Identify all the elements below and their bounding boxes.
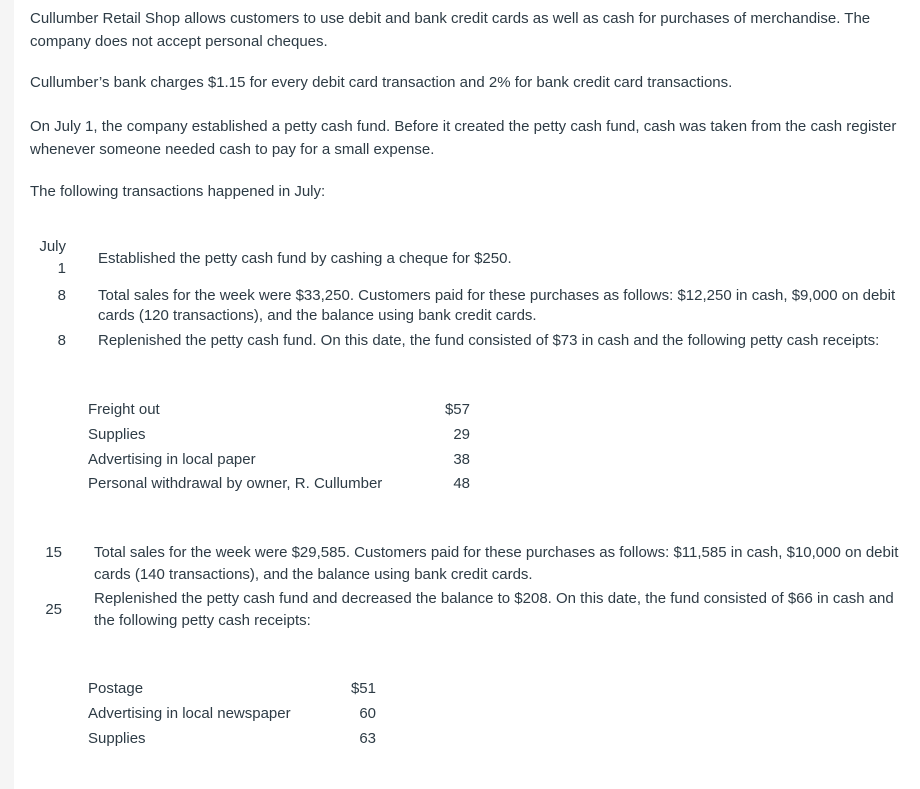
left-margin-bar xyxy=(0,0,14,789)
receipt-2-label: Supplies xyxy=(88,426,146,443)
transaction-4-day: 15 xyxy=(45,544,62,561)
receipt-1-amount: $57 xyxy=(444,401,470,418)
receipt-5-amount: $51 xyxy=(350,680,376,697)
receipt-7-label: Supplies xyxy=(88,730,146,747)
receipt-4-amount: 48 xyxy=(453,475,470,492)
intro-paragraph-2: Cullumber’s bank charges $1.15 for every debit card transaction and 2% for bank credit card transactions. xyxy=(30,74,733,91)
transaction-3-text: Replenished the petty cash fund. On this date, the fund consisted of $73 in cash and the following petty cash receipts: xyxy=(98,332,880,349)
intro-paragraph-4: The following transactions happened in July: xyxy=(30,183,326,200)
transaction-3-day: 8 xyxy=(57,332,66,349)
transaction-4-line-2: cards (140 transactions), and the balance using bank credit cards. xyxy=(94,566,533,583)
intro-paragraph-1-line-1: Cullumber Retail Shop allows customers to use debit and bank credit cards as well as cash for purchases of merchandise. The xyxy=(30,10,871,27)
transaction-5-line-2: the following petty cash receipts: xyxy=(94,612,311,629)
receipt-3-label: Advertising in local paper xyxy=(88,451,256,468)
receipt-7-amount: 63 xyxy=(359,730,376,747)
intro-paragraph-3-line-2: whenever someone needed cash to pay for a small expense. xyxy=(30,141,435,158)
transaction-5-day: 25 xyxy=(45,601,62,618)
transaction-2-line-2: cards (120 transactions), and the balance using bank credit cards. xyxy=(98,307,537,324)
intro-paragraph-3-line-1: On July 1, the company established a petty cash fund. Before it created the petty cash fund, cash was taken from the cash register xyxy=(30,118,897,135)
receipt-1-label: Freight out xyxy=(88,401,160,418)
receipt-6-amount: 60 xyxy=(359,705,376,722)
receipt-6-label: Advertising in local newspaper xyxy=(88,705,291,722)
month-label: July xyxy=(39,238,66,255)
transaction-5-line-1: Replenished the petty cash fund and decreased the balance to $208. On this date, the fund consisted of $66 in cash and xyxy=(94,590,894,607)
transaction-2-line-1: Total sales for the week were $33,250. Customers paid for these purchases as follows: $12,250 in cash, $9,000 on debit xyxy=(98,287,896,304)
transaction-1-day: 1 xyxy=(57,260,66,277)
transaction-4-line-1: Total sales for the week were $29,585. Customers paid for these purchases as follows: $11,585 in cash, $10,000 on debit xyxy=(94,544,899,561)
receipt-4-label: Personal withdrawal by owner, R. Cullumber xyxy=(88,475,383,492)
receipt-5-label: Postage xyxy=(88,680,144,697)
transaction-2-day: 8 xyxy=(57,287,66,304)
transaction-1-text: Established the petty cash fund by cashing a cheque for $250. xyxy=(98,250,512,267)
receipt-2-amount: 29 xyxy=(453,426,470,443)
intro-paragraph-1-line-2: company does not accept personal cheques. xyxy=(30,33,328,50)
receipt-3-amount: 38 xyxy=(453,451,470,468)
